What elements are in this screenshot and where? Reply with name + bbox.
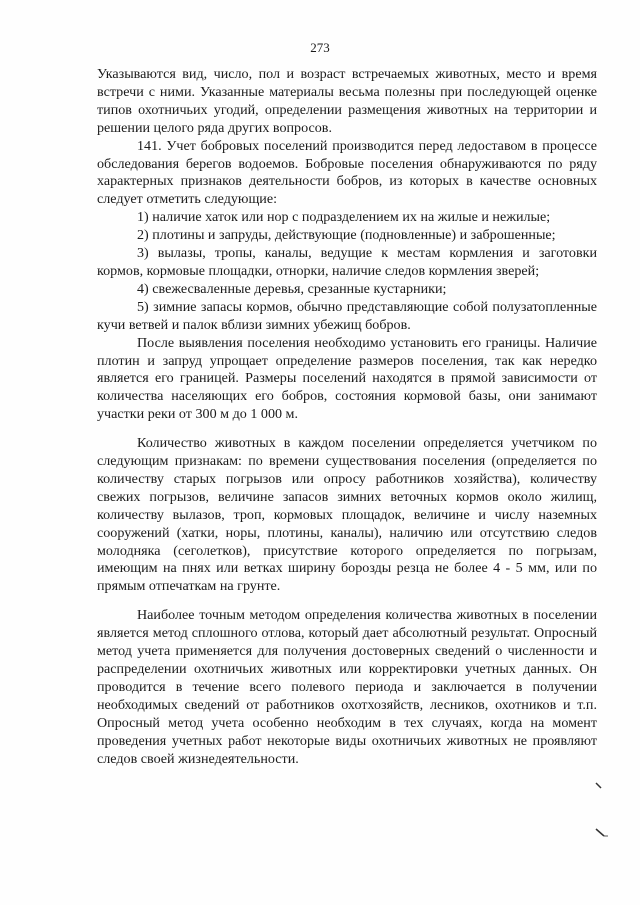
list-item-1: 1) наличие хаток или нор с подразделением их на жилые и нежилые;	[137, 209, 551, 226]
paragraph-beaver-census: 141. Учет бобровых поселений производится перед ледоставом в процессе обследования берегов водоемов. Бобровые поселения обнаруживаются по ряду характерных признаков деятельности бобров, из которых в качестве основных следует отметить следующие:	[97, 137, 597, 208]
scan-mark	[594, 780, 606, 792]
list-item-5: 5) зимние запасы кормов, обычно представляющие собой полузатопленные кучи ветвей и палок вблизи зимних убежищ бобров.	[97, 298, 597, 333]
paragraph-boundaries: После выявления поселения необходимо установить его границы. Наличие плотин и запруд упрощает определение размеров поселения, так как нередко является его границей. Размеры поселений находятся в прямой зависимости от количества населяющих его бобров, состояния кормовой базы, они занимают участки реки от 300 м до 1 000 м.	[97, 334, 597, 423]
body-text	[97, 66, 597, 768]
paragraph-intro: Указываются вид, число, пол и возраст встречаемых животных, место и время встречи с ними. Указанные материалы весьма полезны при последующей оценке типов охотничьих угодий, определении размещения животных на территории и решении целого ряда других вопросов.	[97, 66, 597, 136]
paragraph-animal-count: Количество животных в каждом поселении определяется учетчиком по следующим признакам: по времени существования поселения (определяется по количеству старых погрызов или опросу работников хозяйства), количеству свежих погрызов, величине запасов зимних веточных кормов около жилищ, количеству вылазов, троп, кормовых площадок, величине и числу наземных сооружений (хатки, норы, плотины, каналы), наличию или отсутствию следов молодняка (сеголетков), присутствие которого определяется по погрызам, имеющим на пнях или ветках ширину борозды резца не более 4 - 5 мм, или по прямым отпечаткам на грунте.	[97, 435, 597, 595]
list-item-3: 3) вылазы, тропы, каналы, ведущие к местам кормления и заготовки кормов, кормовые площадки, отнорки, наличие следов кормления зверей;	[97, 245, 597, 279]
list-item-4: 4) свежесваленные деревья, срезанные кустарники;	[137, 280, 447, 297]
paragraph-methods: Наиболее точным методом определения количества животных в поселении является метод сплошного отлова, который дает абсолютный результат. Опросный метод учета применяется для получения достоверных сведений о численности и распределении охотничьих животных или корректировки учетных данных. Он проводится в течение всего полевого периода и заключается в получении необходимых сведений от работников охотхозяйств, лесников, охотников и т.п. Опросный метод учета особенно необходим в тех случаях, когда на момент проведения учетных работ некоторые виды охотничьих животных не проявляют следов своей жизнедеятельности.	[97, 607, 597, 767]
list-item-2: 2) плотины и запруды, действующие (подновленные) и заброшенные;	[137, 227, 556, 244]
page-number: 273	[310, 40, 330, 55]
scan-mark	[594, 826, 610, 840]
